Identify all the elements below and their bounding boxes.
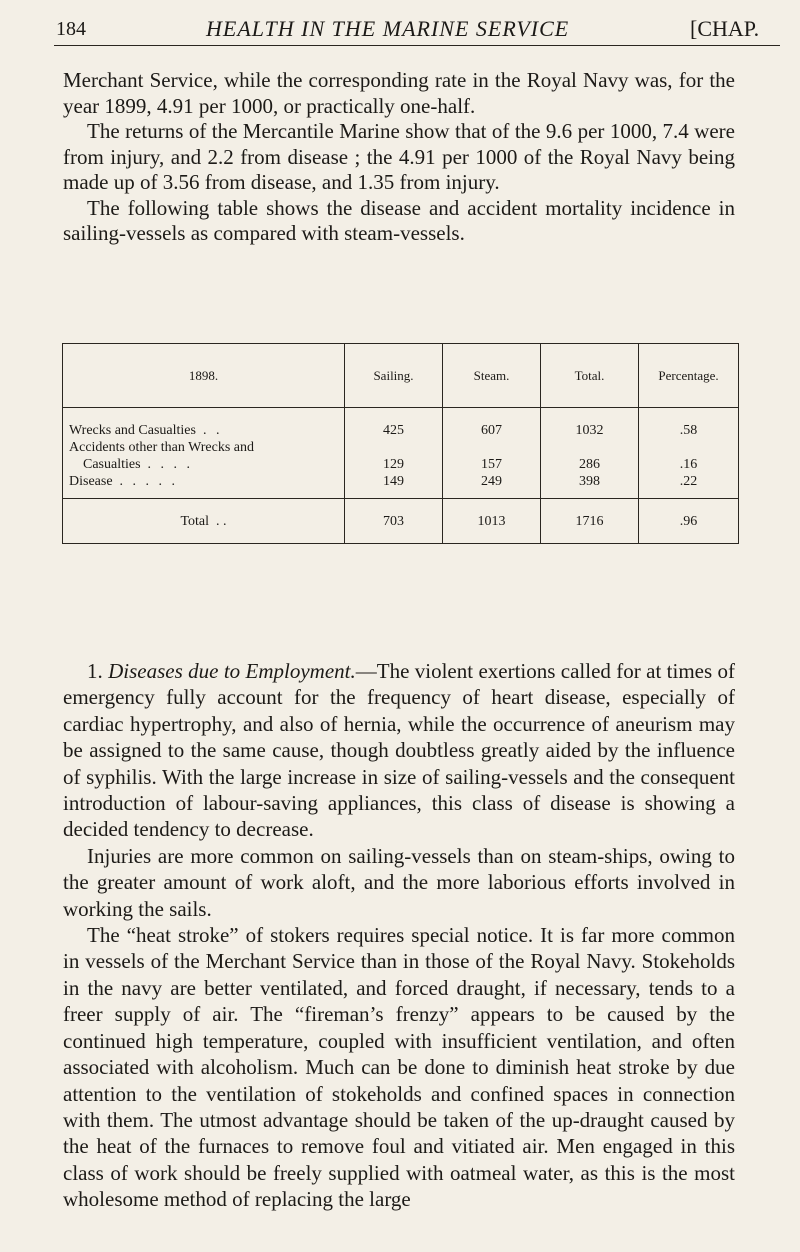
table-row-label: Accidents other than Wrecks and bbox=[69, 440, 255, 455]
steam-values-cell bbox=[443, 408, 541, 499]
total-values-cell bbox=[541, 408, 639, 499]
table-cell: 425 bbox=[383, 423, 404, 438]
header-rule bbox=[54, 45, 780, 46]
table-cell: 129 bbox=[383, 457, 404, 472]
column-header-sailing: Sailing. bbox=[345, 344, 443, 408]
body-text-top bbox=[63, 68, 735, 247]
paragraph: The “heat stroke” of stokers requires special notice. It is far more common in vessels of the Merchant Service than in those of the Royal Navy. Stokeholds in the navy are better ventilated, and forced draught, if necessary, tends to a freer supply of air. The “fireman’s frenzy” appears to be caused by the continued high temperature, coupled with insufficient ventilation, and often associated with alcoholism. Much can be done to diminish heat stroke by due attention to the ventilation of stokeholds and confined spaces in connection with them. The utmost advantage should be taken of the up-draught caused by the heat of the furnaces to remove foul and vitiated air. Men engaged in this class of work should be freely supplied with oatmeal water, as this is the most wholesome method of replacing the large bbox=[63, 923, 735, 1212]
section-number: 1. bbox=[87, 659, 103, 683]
total-row-label: Total . . bbox=[63, 499, 345, 544]
column-header-steam: Steam. bbox=[443, 344, 541, 408]
section-dash: — bbox=[355, 659, 377, 683]
table-cell: 607 bbox=[481, 423, 502, 438]
paragraph: The following table shows the disease and accident mortality incidence in sailing-vessels as compared with steam-vessels. bbox=[63, 195, 735, 245]
sailing-values-cell bbox=[345, 408, 443, 499]
table-data-rows bbox=[63, 408, 739, 499]
paragraph: Injuries are more common on sailing-vessels than on steam-ships, owing to the greater amount of work aloft, and the more laborious efforts involved in working the sails. bbox=[63, 843, 735, 921]
paragraph: 1. Diseases due to Employment.—The violent exertions called for at times of emergency fully account for the frequency of heart disease, especially of cardiac hypertrophy, and also of hernia, while the occurrence of aneurism may be assigned to the same cause, though doubtless greatly aided by the influence of syphilis. With the large increase in size of sailing-vessels and the consequent introduction of labour-saving appliances, this class of disease is showing a decided tendency to decrease. bbox=[63, 659, 735, 842]
column-header-percentage: Percentage. bbox=[639, 344, 739, 408]
mortality-table bbox=[62, 343, 738, 529]
body-text-bottom bbox=[63, 658, 735, 1213]
column-header-year: 1898. bbox=[63, 344, 345, 408]
running-title: HEALTH IN THE MARINE SERVICE bbox=[206, 16, 570, 41]
column-header-total: Total. bbox=[541, 344, 639, 408]
table-cell: .16 bbox=[679, 457, 698, 472]
table-cell: 398 bbox=[579, 474, 600, 489]
page-number: 184 bbox=[56, 18, 86, 40]
table-row-label: Wrecks and Casualties . . bbox=[69, 423, 223, 438]
table-cell: .58 bbox=[679, 423, 698, 438]
table-cell: 149 bbox=[383, 474, 404, 489]
paragraph: The returns of the Mercantile Marine show that of the 9.6 per 1000, 7.4 were from injury, and 2.2 from disease ; the 4.91 per 1000 of the Royal Navy being made up of 3.56 from disease, and 1.35 from injury. bbox=[63, 119, 735, 194]
chapter-marker: [CHAP. bbox=[690, 16, 760, 41]
paragraph: Merchant Service, while the corresponding rate in the Royal Navy was, for the year 1899, 4.91 per 1000, or practically one-half. bbox=[63, 68, 735, 118]
table-cell: 286 bbox=[579, 457, 600, 472]
section-heading: Diseases due to Employment. bbox=[108, 659, 356, 683]
table-row-label: Disease . . . . . bbox=[69, 474, 179, 489]
percentage-values-cell bbox=[639, 408, 739, 499]
row-labels-cell bbox=[63, 408, 345, 499]
table-total-row bbox=[63, 499, 739, 544]
table-cell: 703 bbox=[345, 499, 443, 544]
table-cell: .96 bbox=[639, 499, 739, 544]
table-row-label: Casualties . . . . bbox=[83, 457, 194, 472]
table-cell: 249 bbox=[481, 474, 502, 489]
table-cell: 157 bbox=[481, 457, 502, 472]
table-cell: 1013 bbox=[443, 499, 541, 544]
table-cell: 1716 bbox=[541, 499, 639, 544]
table-cell: .22 bbox=[679, 474, 698, 489]
table-cell: 1032 bbox=[575, 423, 604, 438]
table-header-row bbox=[63, 344, 739, 408]
